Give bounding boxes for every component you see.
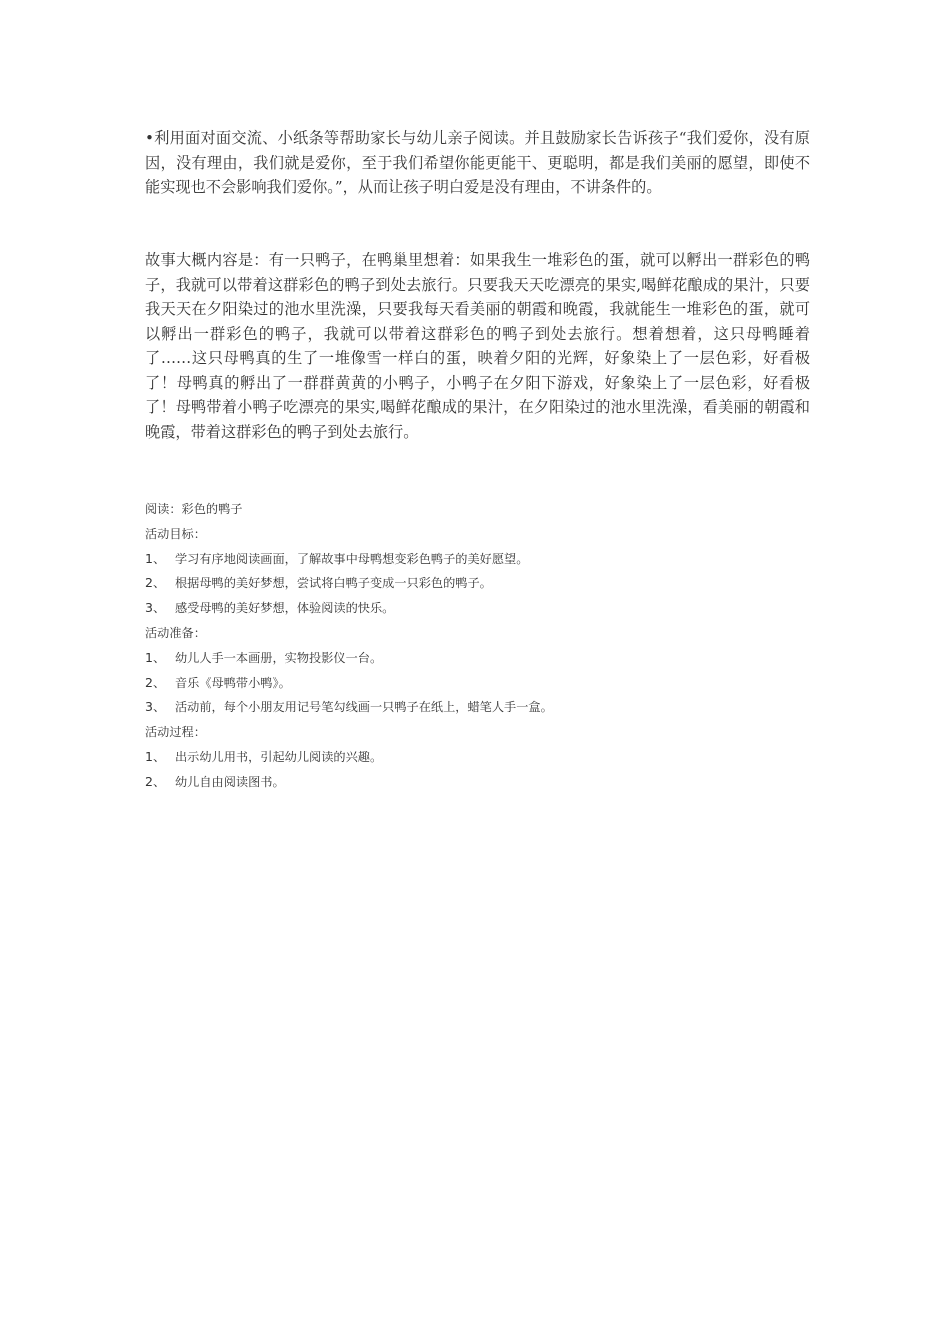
prep-number: 1、 [145, 649, 166, 665]
goal-number: 3、 [145, 600, 166, 616]
prep-number: 2、 [145, 674, 166, 690]
process-text: 出示幼儿用书，引起幼儿阅读的兴趣。 [175, 749, 383, 764]
goals-heading: 活动目标： [145, 526, 206, 541]
goal-item [145, 596, 810, 621]
goal-text: 感受母鸭的美好梦想，体验阅读的快乐。 [175, 601, 395, 616]
process-heading: 活动过程： [145, 725, 206, 740]
goal-text: 根据母鸭的美好梦想，尝试将白鸭子变成一只彩色的鸭子。 [175, 576, 492, 591]
process-item [145, 745, 810, 770]
prep-item [145, 695, 810, 720]
prep-item [145, 646, 810, 671]
lesson-title: 阅读：彩色的鸭子 [145, 502, 243, 516]
goal-item [145, 547, 810, 572]
prep-text: 幼儿人手一本画册，实物投影仪一台。 [175, 650, 383, 665]
story-paragraph: 故事大概内容是：有一只鸭子，在鸭巢里想着：如果我生一堆彩色的蛋，就可以孵出一群彩色的鸭子，我就可以带着这群彩色的鸭子到处去旅行。只要我天天吃漂亮的果实,喝鲜花酿成的果汁，只要我天天在夕阳染过的池水里洗澡，只要我每天看美丽的朝霞和晚霞，我就能生一堆彩色的蛋，就可以孵出一群彩色的鸭子，我就可以带着这群彩色的鸭子到处去旅行。想着想着，这只母鸭睡着了……这只母鸭真的生了一堆像雪一样白的蛋，映着夕阳的光辉，好象染上了一层色彩，好看极了！母鸭真的孵出了一群群黄黄的小鸭子，小鸭子在夕阳下游戏，好象染上了一层色彩，好看极了！母鸭带着小鸭子吃漂亮的果实,喝鲜花酿成的果汁，在夕阳染过的池水里洗澡，看美丽的朝霞和晚霞，带着这群彩色的鸭子到处去旅行。 [145, 251, 810, 441]
goal-number: 2、 [145, 575, 166, 591]
goal-number: 1、 [145, 550, 166, 566]
process-number: 2、 [145, 773, 166, 789]
intro-paragraph: •利用面对面交流、小纸条等帮助家长与幼儿亲子阅读。并且鼓励家长告诉孩子“我们爱你，没有原因，没有理由，我们就是爱你，至于我们希望你能更能干、更聪明，都是我们美丽的愿望，即使不能实现也不会影响我们爱你。”，从而让孩子明白爱是没有理由，不讲条件的。 [145, 129, 810, 196]
prep-item [145, 671, 810, 696]
process-number: 1、 [145, 748, 166, 764]
lesson-plan [145, 497, 810, 795]
prep-text: 活动前，每个小朋友用记号笔勾线画一只鸭子在纸上，蜡笔人手一盒。 [175, 700, 553, 715]
goal-item [145, 571, 810, 596]
process-text: 幼儿自由阅读图书。 [175, 774, 285, 789]
prep-text: 音乐《母鸭带小鸭》。 [175, 675, 291, 690]
process-item [145, 770, 810, 795]
prep-number: 3、 [145, 699, 166, 715]
goal-text: 学习有序地阅读画面，了解故事中母鸭想变彩色鸭子的美好愿望。 [175, 551, 529, 566]
prep-heading: 活动准备： [145, 625, 206, 640]
